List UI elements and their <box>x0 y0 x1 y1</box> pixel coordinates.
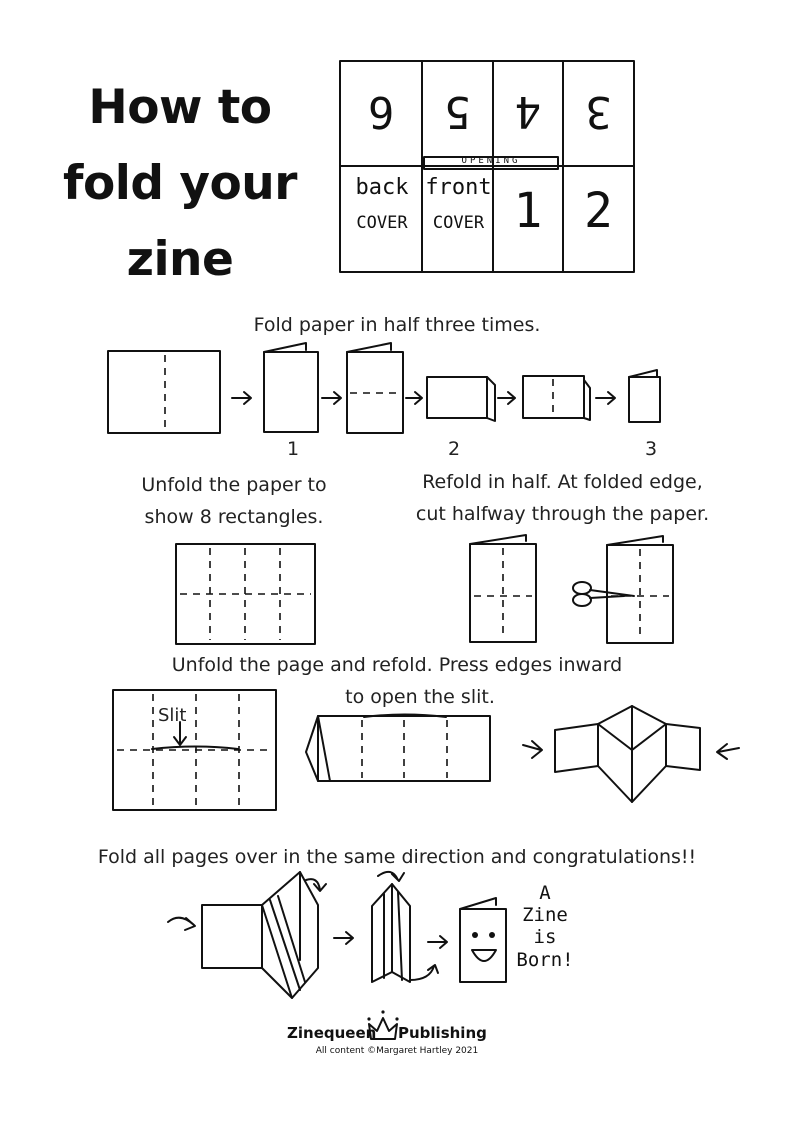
step4-caption-line2: to open the slit. <box>345 686 495 708</box>
step3-caption-line1: Refold in half. At folded edge, <box>422 471 703 493</box>
step2-caption-line2: show 8 rectangles. <box>144 506 324 528</box>
brand-name-left: Zinequeen <box>287 1024 377 1042</box>
grid-page-5: 5 <box>444 86 471 137</box>
opening-label: OPENING <box>461 156 521 166</box>
copyright-credit: All content ©Margaret Hartley 2021 <box>315 1046 479 1056</box>
back-cover-line1: back <box>355 175 409 200</box>
brand-name-right: Publishing <box>398 1024 487 1042</box>
step1-number-3: 3 <box>645 438 658 460</box>
grid-page-4: 4 <box>514 86 542 137</box>
step1-number-2: 2 <box>448 438 461 460</box>
front-cover-line1: front <box>425 175 492 200</box>
title-line-1: How to <box>88 80 272 135</box>
step5-caption: Fold all pages over in the same direction and congratulations!! <box>97 846 697 868</box>
grid-page-6: 6 <box>367 86 395 137</box>
front-cover-line2: COVER <box>432 213 485 233</box>
title-line-2: fold your <box>63 156 297 211</box>
step1-number-1: 1 <box>287 438 300 460</box>
grid-page-2: 2 <box>584 183 613 239</box>
born-line-2: Zine <box>522 904 568 927</box>
step2-caption-line1: Unfold the paper to <box>141 474 327 496</box>
slit-label: Slit <box>158 705 187 726</box>
grid-page-3: 3 <box>585 86 612 137</box>
grid-page-1: 1 <box>513 183 543 239</box>
born-line-4: Born! <box>516 948 574 971</box>
step4-caption-line1: Unfold the page and refold. Press edges inward <box>171 654 623 676</box>
back-cover-line2: COVER <box>356 213 408 233</box>
step1-caption: Fold paper in half three times. <box>253 314 541 336</box>
title-line-3: zine <box>126 232 234 287</box>
born-line-3: is <box>533 926 557 949</box>
born-line-1: A <box>539 882 551 904</box>
step3-caption-line2: cut halfway through the paper. <box>415 503 710 525</box>
